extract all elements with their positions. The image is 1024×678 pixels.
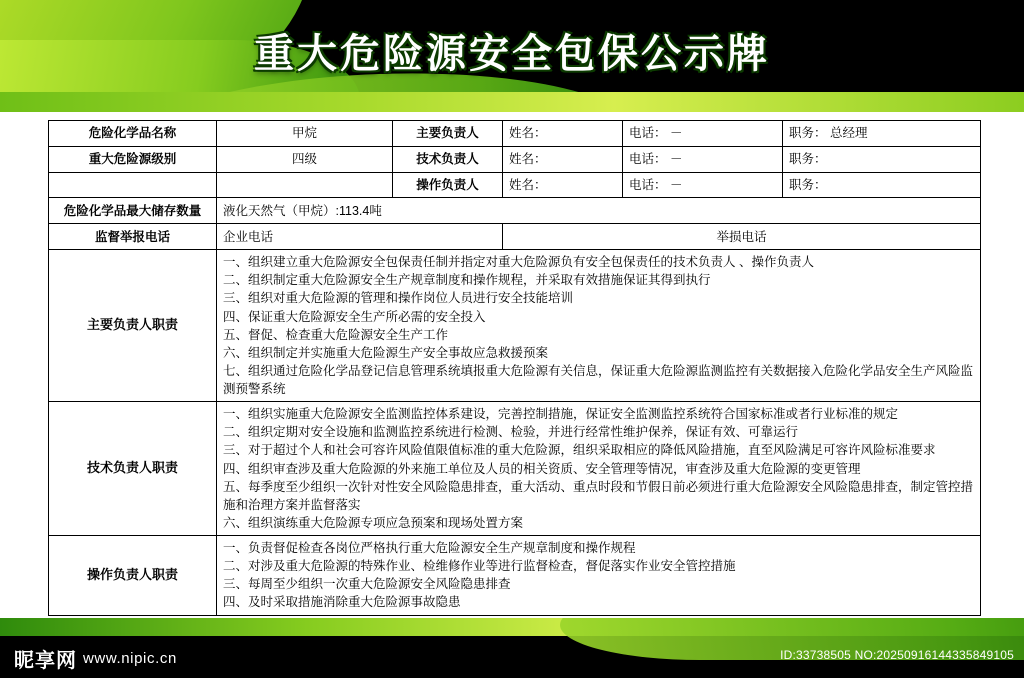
operator-phone-value: －	[670, 178, 683, 192]
table-row	[49, 121, 981, 147]
tech-post-label: 职务：	[789, 152, 827, 167]
cell-tech-name: 姓名：	[503, 147, 623, 173]
duty-row-tech	[49, 402, 981, 536]
duty-line: 一、组织实施重大危险源安全监测监控体系建设，完善控制措施，保证安全监测监控系统符合国家标准或者行业标准的规定	[223, 407, 899, 422]
cell-hazchem-name-label: 危险化学品名称	[49, 121, 217, 147]
duty-line: 四、组织审查涉及重大危险源的外来施工单位及人员的相关资质、安全管理等情况，审查涉及重大危险源的变更管理	[223, 461, 861, 476]
duty-label-tech: 技术负责人职责	[49, 402, 217, 536]
duty-label-chief: 主要负责人职责	[49, 250, 217, 402]
footer-logo	[14, 644, 177, 673]
tech-phone-value: －	[670, 152, 683, 167]
duty-line: 六、组织制定并实施重大危险源生产安全事故应急救援预案	[223, 345, 549, 360]
cell-tech-post	[783, 147, 981, 173]
cell-company-phone: 企业电话	[217, 224, 503, 250]
asset-id-text: ID:33738505 NO:20250916144335849105	[780, 648, 1014, 662]
operator-post-label: 职务：	[789, 178, 827, 192]
duty-line: 五、每季度至少组织一次针对性安全风险隐患排查，重大活动、重点时段和节假日前必须进行重大危险源安全风险隐患排查，制定管控措施和治理方案并监督落实	[223, 479, 974, 512]
cell-hazchem-name-value: 甲烷	[217, 121, 393, 147]
header-band	[0, 0, 1024, 112]
cell-chief-phone	[623, 121, 783, 147]
cell-report-phone-label: 监督举报电话	[49, 224, 217, 250]
duty-line: 二、组织制定重大危险源安全生产规章制度和操作规程，并采取有效措施保证其得到执行	[223, 273, 711, 288]
table-row	[49, 198, 981, 224]
cell-hazard-level-label: 重大危险源级别	[49, 147, 217, 173]
duty-line: 五、督促、检查重大危险源安全生产工作	[223, 327, 449, 342]
chief-post-value: 总经理	[830, 126, 868, 141]
cell-report-hotline: 举损电话	[503, 224, 981, 250]
tech-phone-label: 电话：	[629, 152, 667, 167]
duty-line: 三、组织对重大危险源的管理和操作岗位人员进行安全技能培训	[223, 291, 574, 306]
table-row	[49, 147, 981, 173]
cell-chief-role: 主要负责人	[393, 121, 503, 147]
duty-line: 三、每周至少组织一次重大危险源安全风险隐患排查	[223, 577, 511, 592]
duty-row-chief	[49, 250, 981, 402]
main-table	[48, 120, 981, 616]
cell-chief-name: 姓名：	[503, 121, 623, 147]
chief-phone-value: －	[670, 126, 683, 141]
duty-line: 二、对涉及重大危险源的特殊作业、检维修作业等进行监督检查，督促落实作业安全管控措施	[223, 559, 736, 574]
cell-hazard-level-value: 四级	[217, 147, 393, 173]
chief-post-label: 职务：	[789, 126, 827, 141]
duty-line: 六、组织演练重大危险源专项应急预案和现场处置方案	[223, 515, 524, 530]
duty-line: 七、组织通过危险化学品登记信息管理系统填报重大危险源有关信息，保证重大危险源监测监控有关数据接入危险化学品安全生产风险监测预警系统	[223, 363, 974, 396]
duty-body-operator	[217, 536, 981, 616]
duty-line: 四、及时采取措施消除重大危险源事故隐患	[223, 595, 461, 610]
table-row	[49, 173, 981, 198]
duty-body-chief	[217, 250, 981, 402]
duty-line: 二、组织定期对安全设施和监测监控系统进行检测、检验，并进行经常性维护保养，保证有效、可靠运行	[223, 425, 799, 440]
footer-band	[0, 618, 1024, 678]
duty-line: 四、保证重大危险源安全生产所必需的安全投入	[223, 309, 486, 324]
duty-line: 一、负责督促检查各岗位严格执行重大危险源安全生产规章制度和操作规程	[223, 541, 636, 555]
cell-operator-name: 姓名：	[503, 173, 623, 198]
header-green-stripe	[0, 92, 1024, 112]
cell-max-storage-label: 危险化学品最大储存数量	[49, 198, 217, 224]
table-row	[49, 224, 981, 250]
cell-blank-left-2	[217, 173, 393, 198]
duty-body-tech	[217, 402, 981, 536]
site-logo-text: 昵享网	[14, 650, 77, 672]
cell-chief-post	[783, 121, 981, 147]
cell-tech-phone	[623, 147, 783, 173]
cell-max-storage-value: 液化天然气（甲烷）:113.4吨	[217, 198, 981, 224]
cell-tech-role: 技术负责人	[393, 147, 503, 173]
duty-label-operator: 操作负责人职责	[49, 536, 217, 616]
chief-phone-label: 电话：	[629, 126, 667, 141]
info-board	[48, 120, 980, 616]
duty-line: 一、组织建立重大危险源安全包保责任制并指定对重大危险源负有安全包保责任的技术负责人 、操作负责人	[223, 255, 814, 270]
cell-blank-left-1	[49, 173, 217, 198]
cell-operator-role: 操作负责人	[393, 173, 503, 198]
site-url: www.nipic.cn	[83, 650, 177, 667]
cell-operator-phone	[623, 173, 783, 198]
duty-line: 三、对于超过个人和社会可容许风险值限值标准的重大危险源，组织采取相应的降低风险措施，直至风险满足可容许风险标准要求	[223, 443, 936, 458]
page-title: 重大危险源安全包保公示牌	[254, 32, 770, 76]
cell-operator-post	[783, 173, 981, 198]
duty-row-operator	[49, 536, 981, 616]
operator-phone-label: 电话：	[629, 178, 667, 192]
